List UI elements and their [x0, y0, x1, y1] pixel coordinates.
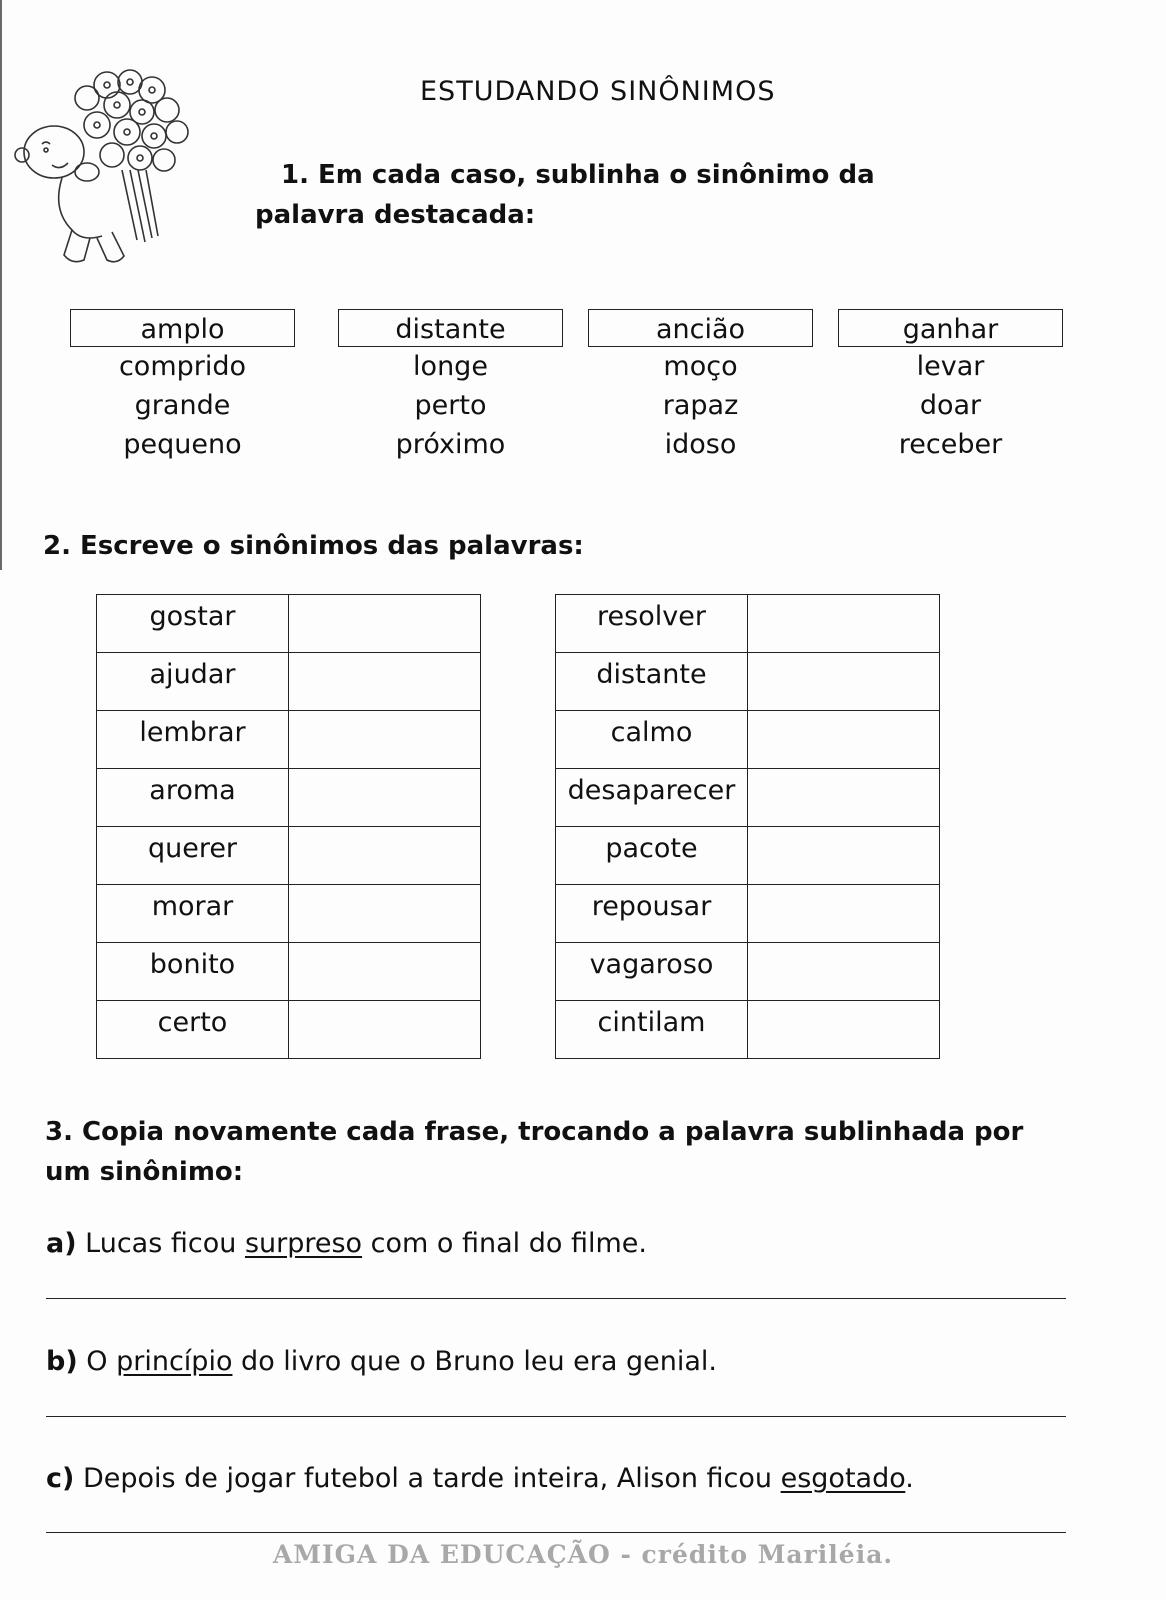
answer-cell[interactable]: [289, 885, 481, 943]
synonym-option[interactable]: doar: [919, 390, 982, 421]
answer-line-a[interactable]: [46, 1298, 1066, 1299]
answer-cell[interactable]: [748, 827, 940, 885]
highlighted-word-box: ancião: [588, 309, 813, 347]
table-row: [97, 769, 481, 827]
sentence-text-before: Depois de jogar futebol a tarde inteira, Alison ficou: [82, 1463, 781, 1494]
table-row: [97, 653, 481, 711]
sentence-text-before: Lucas ficou: [85, 1228, 245, 1259]
synonym-group: [588, 309, 813, 464]
word-cell: bonito: [97, 943, 289, 1001]
word-cell: calmo: [556, 711, 748, 769]
answer-cell[interactable]: [289, 943, 481, 1001]
synonym-group: [838, 309, 1063, 464]
boy-with-flower-bouquet-illustration: [12, 60, 202, 270]
synonym-option[interactable]: próximo: [395, 429, 506, 460]
synonym-table-left: [96, 594, 481, 1059]
table-row: [556, 1001, 940, 1059]
synonym-option[interactable]: comprido: [118, 351, 247, 382]
synonym-option[interactable]: pequeno: [123, 429, 242, 460]
synonym-option[interactable]: receber: [898, 429, 1003, 460]
table-row: [556, 653, 940, 711]
word-cell: lembrar: [97, 711, 289, 769]
sentence-text-after: .: [905, 1463, 914, 1494]
underlined-word: princípio: [116, 1346, 233, 1377]
sentence-b: [46, 1346, 717, 1377]
synonym-option[interactable]: levar: [916, 351, 985, 382]
answer-cell[interactable]: [748, 653, 940, 711]
question-2-instruction: 2. Escreve o sinônimos das palavras:: [43, 531, 584, 561]
word-cell: distante: [556, 653, 748, 711]
answer-cell[interactable]: [289, 769, 481, 827]
answer-cell[interactable]: [289, 827, 481, 885]
answer-cell[interactable]: [748, 1001, 940, 1059]
answer-cell[interactable]: [289, 653, 481, 711]
table-row: [556, 827, 940, 885]
answer-cell[interactable]: [289, 595, 481, 653]
synonym-group: [338, 309, 563, 464]
table-row: [97, 711, 481, 769]
sentence-a: [46, 1228, 647, 1259]
sentence-text-after: com o final do filme.: [362, 1228, 648, 1259]
table-row: [556, 885, 940, 943]
word-cell: ajudar: [97, 653, 289, 711]
synonym-option[interactable]: grande: [134, 390, 231, 421]
sentence-text-after: do livro que o Bruno leu era genial.: [232, 1346, 718, 1377]
synonym-option[interactable]: perto: [414, 390, 487, 421]
footer-credit: AMIGA DA EDUCAÇÃO - crédito Mariléia.: [272, 1540, 894, 1569]
table-row: [556, 711, 940, 769]
word-cell: vagaroso: [556, 943, 748, 1001]
synonym-option[interactable]: rapaz: [662, 390, 739, 421]
highlighted-word-box: ganhar: [838, 309, 1063, 347]
sentence-text-before: O: [86, 1346, 117, 1377]
question-1-instruction: [255, 155, 975, 235]
answer-line-c[interactable]: [46, 1532, 1066, 1533]
underlined-word: surpreso: [244, 1228, 363, 1259]
table-row: [97, 1001, 481, 1059]
table-row: [556, 943, 940, 1001]
word-cell: certo: [97, 1001, 289, 1059]
word-cell: repousar: [556, 885, 748, 943]
answer-cell[interactable]: [748, 943, 940, 1001]
question-1-number: 1.: [281, 160, 309, 190]
synonym-table-right: [555, 594, 940, 1059]
answer-cell[interactable]: [748, 711, 940, 769]
answer-cell[interactable]: [748, 595, 940, 653]
highlighted-word-box: distante: [338, 309, 563, 347]
sentence-c: [46, 1463, 914, 1494]
underlined-word: esgotado: [780, 1463, 906, 1494]
page-title: ESTUDANDO SINÔNIMOS: [420, 76, 776, 107]
word-cell: morar: [97, 885, 289, 943]
word-cell: gostar: [97, 595, 289, 653]
left-edge-line: [0, 0, 2, 570]
sentence-letter: b): [46, 1346, 78, 1377]
table-row: [97, 943, 481, 1001]
synonym-option[interactable]: longe: [413, 351, 488, 382]
question-3-instruction: 3. Copia novamente cada frase, trocando a palavra sublinhada por um sinônimo:: [45, 1117, 1024, 1187]
sentence-letter: c): [46, 1463, 75, 1494]
answer-cell[interactable]: [748, 885, 940, 943]
answer-cell[interactable]: [289, 1001, 481, 1059]
word-cell: cintilam: [556, 1001, 748, 1059]
table-row: [556, 595, 940, 653]
table-row: [556, 769, 940, 827]
table-row: [97, 595, 481, 653]
sentence-letter: a): [46, 1228, 77, 1259]
word-cell: desaparecer: [556, 769, 748, 827]
synonym-group: [70, 309, 295, 464]
highlighted-word-box: amplo: [70, 309, 295, 347]
word-cell: resolver: [556, 595, 748, 653]
question-1-text: Em cada caso, sublinha o sinônimo da palavra destacada:: [255, 160, 875, 230]
table-row: [97, 885, 481, 943]
synonym-option[interactable]: moço: [663, 351, 738, 382]
word-cell: querer: [97, 827, 289, 885]
synonym-option[interactable]: idoso: [664, 429, 737, 460]
word-cell: aroma: [97, 769, 289, 827]
answer-cell[interactable]: [748, 769, 940, 827]
table-row: [97, 827, 481, 885]
answer-cell[interactable]: [289, 711, 481, 769]
answer-line-b[interactable]: [46, 1416, 1066, 1417]
word-cell: pacote: [556, 827, 748, 885]
